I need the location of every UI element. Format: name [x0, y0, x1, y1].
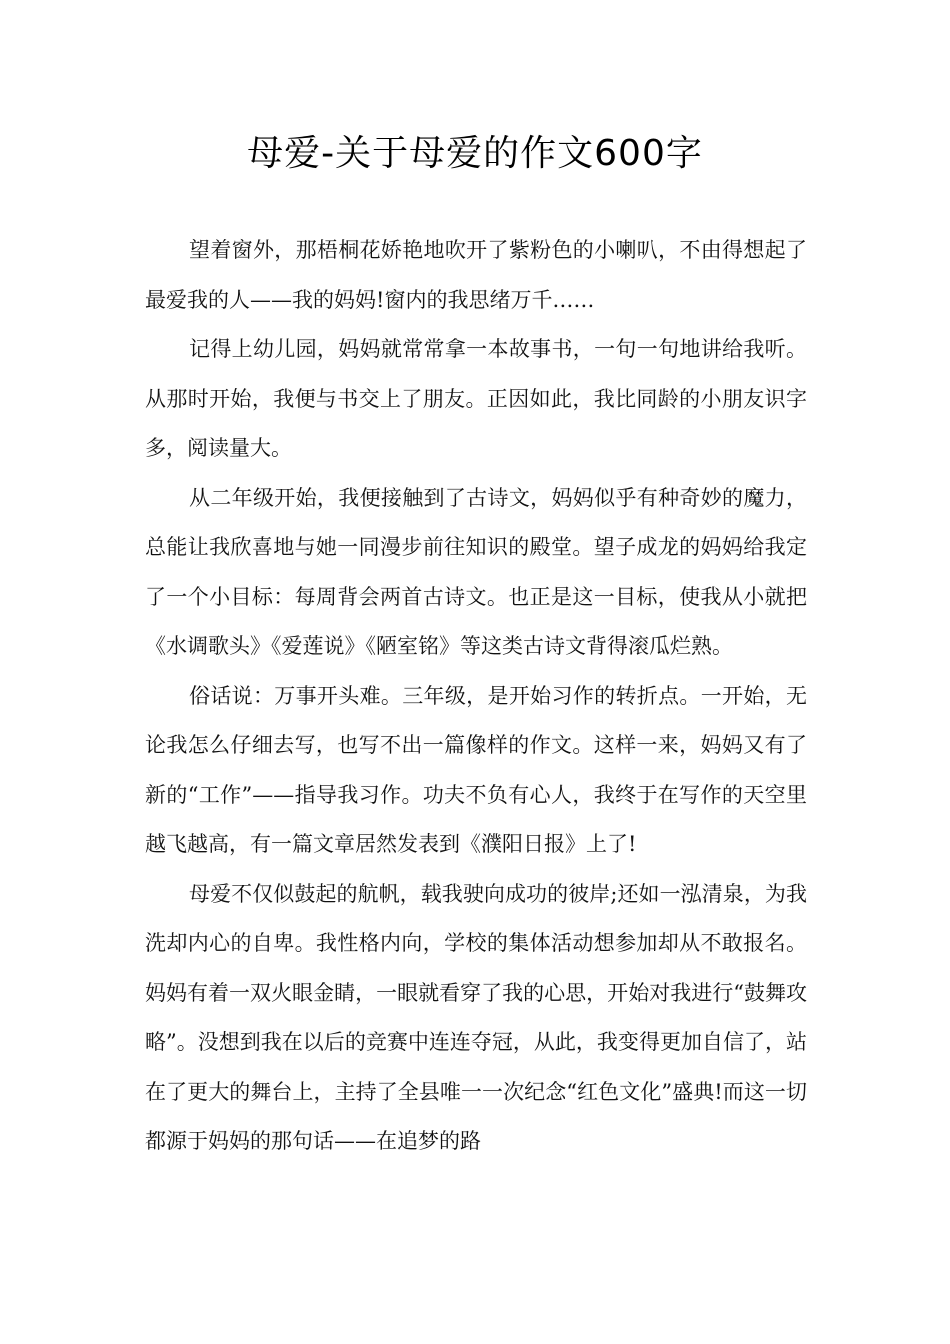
document-title: 母爱-关于母爱的作文600字 [247, 133, 703, 174]
paragraph-3: 从二年级开始，我便接触到了古诗文，妈妈似乎有种奇妙的魔力，总能让我欣喜地与她一同漫步前往知识的殿堂。望子成龙的妈妈给我定了一个小目标：每周背会两首古诗文。也正是这一目标，使我从小就把《水调歌头》《爱莲说》《陋室铭》等这类古诗文背得滚瓜烂熟。 [145, 485, 807, 658]
paragraph-1: 望着窗外，那梧桐花娇艳地吹开了紫粉色的小喇叭，不由得想起了最爱我的人——我的妈妈!窗内的我思绪万千…… [145, 238, 807, 312]
paragraph-4: 俗话说：万事开头难。三年级，是开始习作的转折点。一开始，无论我怎么仔细去写，也写不出一篇像样的作文。这样一来，妈妈又有了新的“工作”——指导我习作。功夫不负有心人，我终于在写作的天空里越飞越高，有一篇文章居然发表到《濮阳日报》上了! [145, 683, 807, 856]
document-body [145, 226, 807, 1167]
paragraph-5: 母爱不仅似鼓起的航帆，载我驶向成功的彼岸;还如一泓清泉，为我洗却内心的自卑。我性格内向，学校的集体活动想参加却从不敢报名。妈妈有着一双火眼金睛，一眼就看穿了我的心思，开始对我进行“鼓舞攻略”。没想到我在以后的竞赛中连连夺冠，从此，我变得更加自信了，站在了更大的舞台上，主持了全县唯一一次纪念“红色文化”盛典!而这一切都源于妈妈的那句话——在追梦的路 [145, 881, 807, 1153]
paragraph-2: 记得上幼儿园，妈妈就常常拿一本故事书，一句一句地讲给我听。从那时开始，我便与书交上了朋友。正因如此，我比同龄的小朋友识字多，阅读量大。 [145, 337, 807, 460]
